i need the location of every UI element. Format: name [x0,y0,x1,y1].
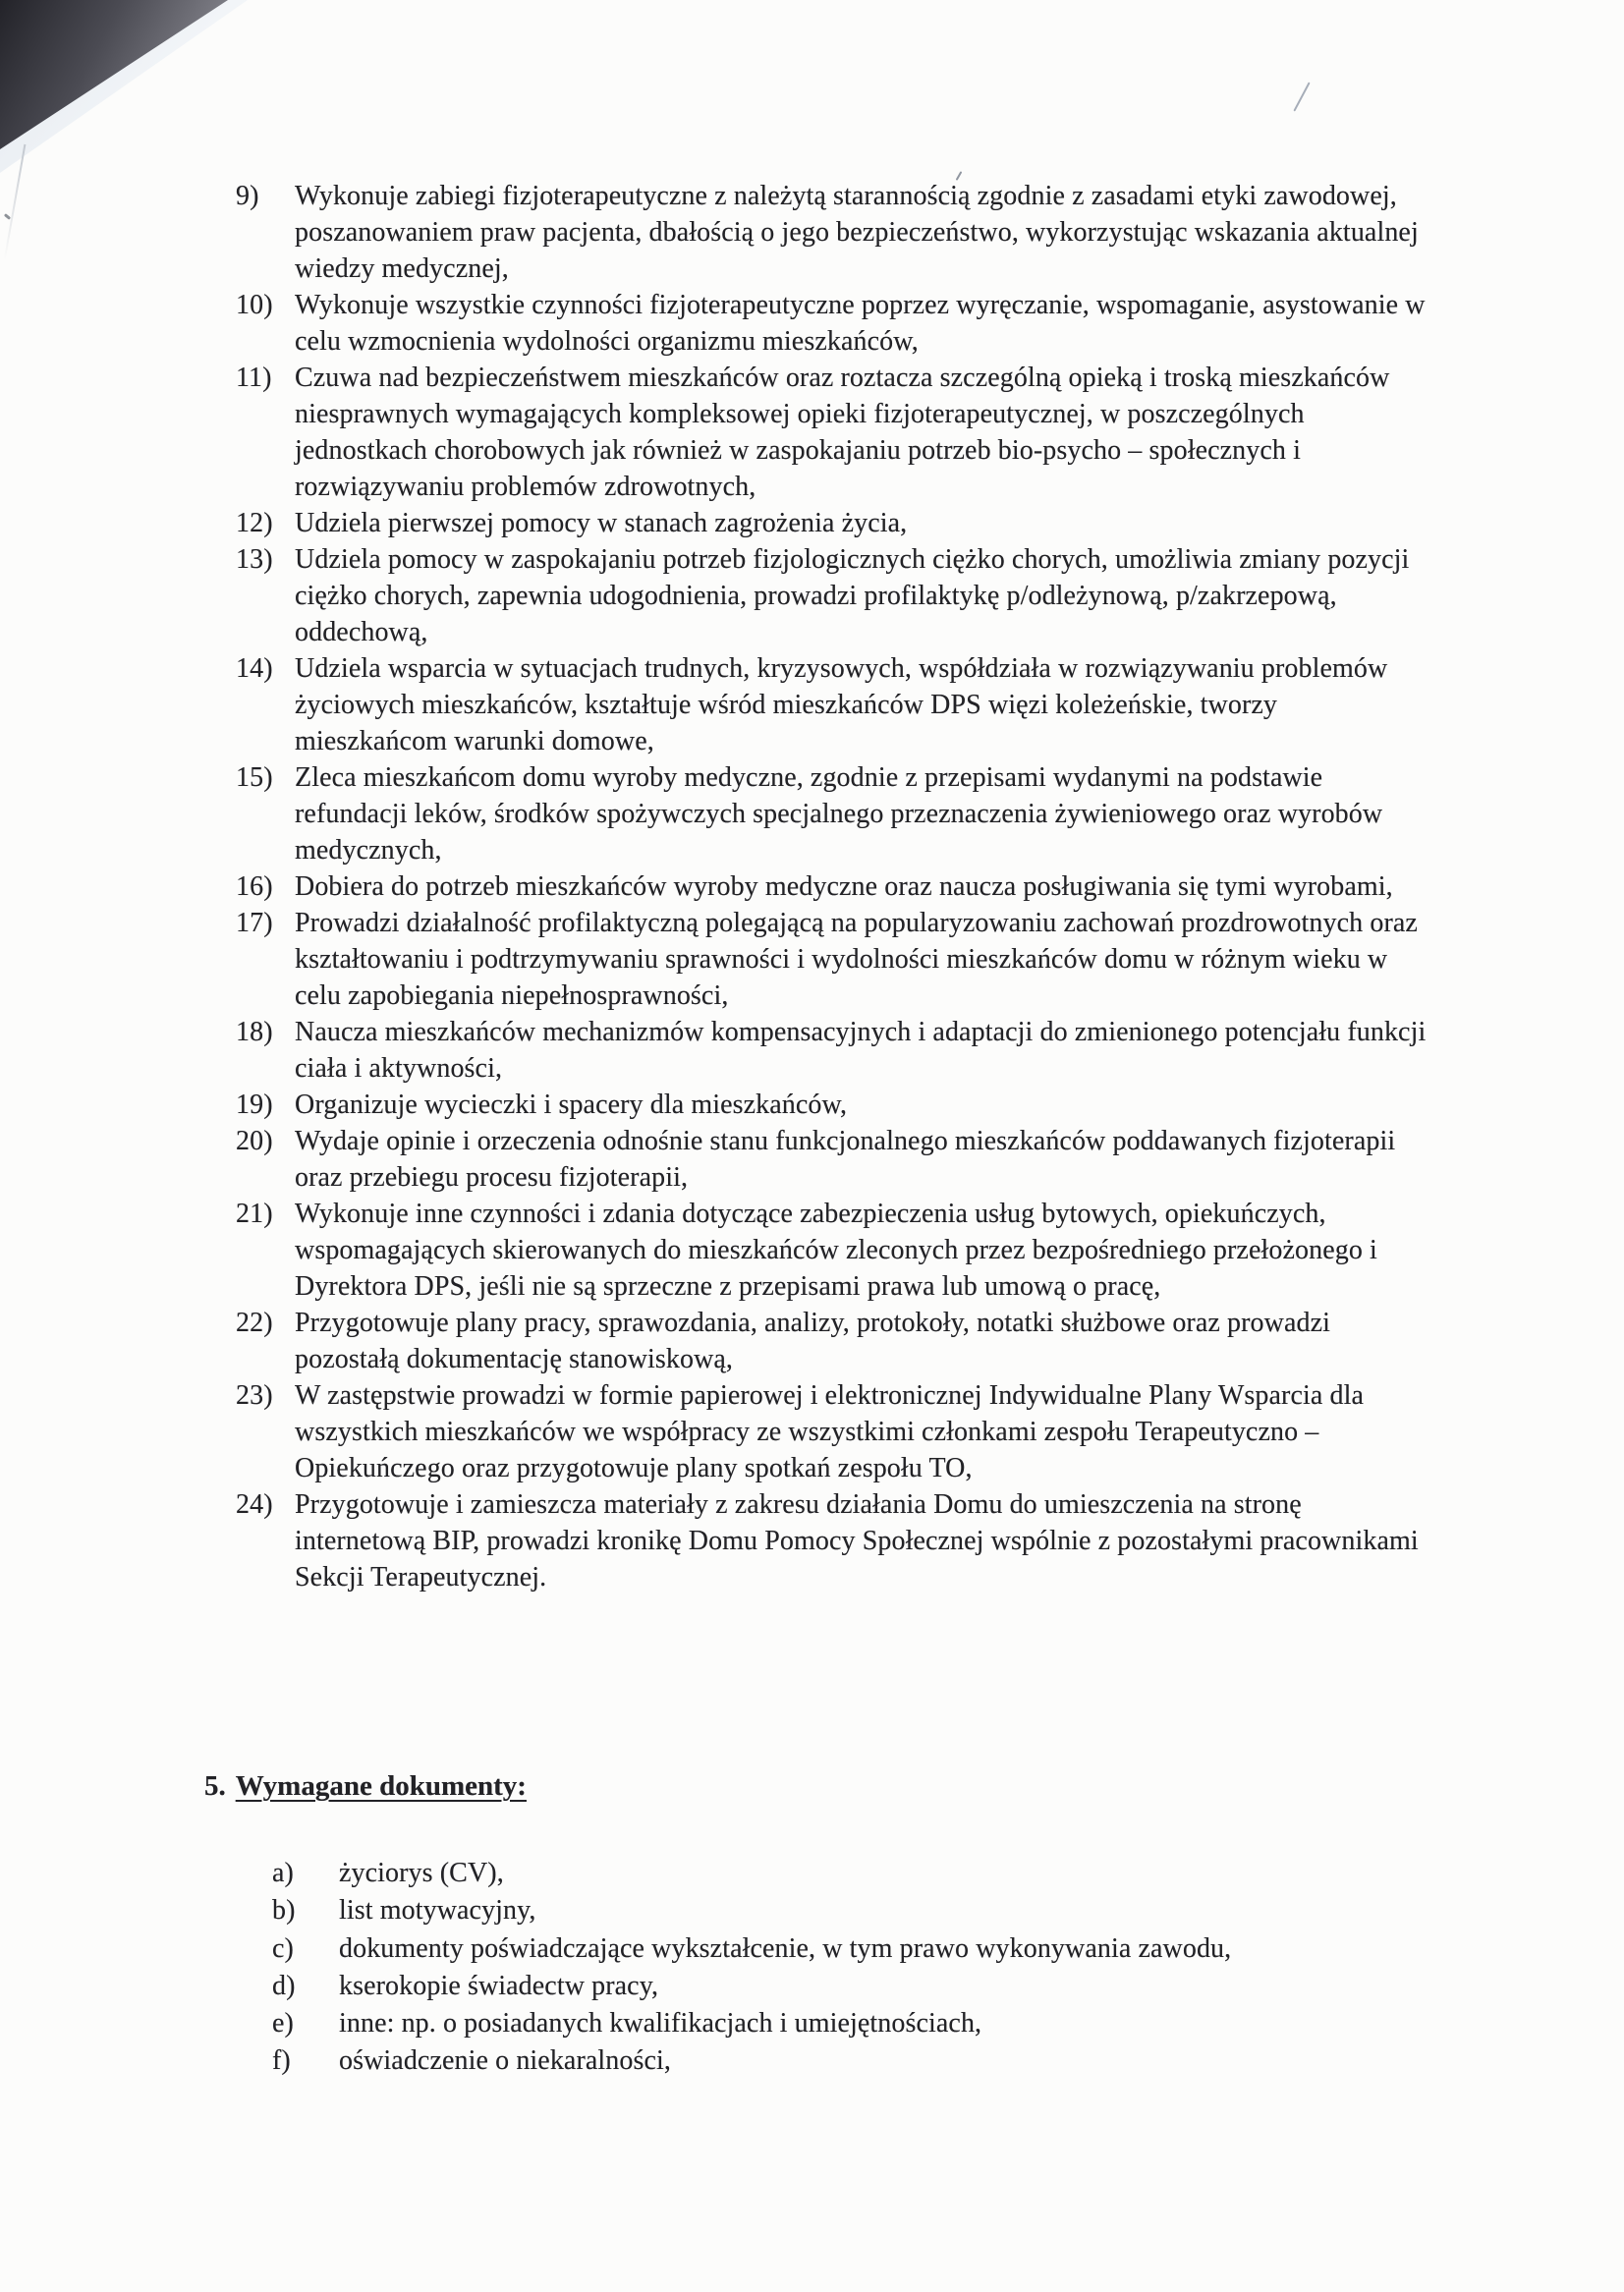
item-text: list motywacyjny, [339,1895,536,1927]
item-text: Organizuje wycieczki i spacery dla mieszkańców, [295,1090,848,1120]
item-number: 15) [236,762,273,793]
list-item [236,759,1429,868]
item-text: Wykonuje wszystkie czynności fizjoterapeutyczne poprzez wyręczanie, wspomaganie, asystowanie w celu wzmocnienia wydolności organizmu mieszkańców, [295,290,1426,357]
item-letter: f) [272,2045,291,2077]
item-number: 18) [236,1017,273,1047]
item-letter: b) [272,1895,296,1927]
list-item [236,287,1429,360]
list-item [272,1892,1451,1929]
item-text: Zleca mieszkańcom domu wyroby medyczne, zgodnie z przepisami wydanymi na podstawie refundacji leków, środków spożywczych specjalnego przeznaczenia żywieniowego oraz wyrobów medycznych, [295,762,1383,866]
item-number: 19) [236,1090,273,1120]
list-item [236,1377,1429,1486]
item-text: oświadczenie o niekaralności, [339,2045,671,2077]
item-text: życiorys (CV), [339,1858,504,1888]
list-item [272,1855,1451,1892]
item-number: 14) [236,653,273,684]
item-text: Wykonuje zabiegi fizjoterapeutyczne z należytą starannością zgodnie z zasadami etyki zawodowej, poszanowaniem praw pacjenta, dbałością o jego bezpieczeństwo, wykorzystując wskazania aktualnej wiedzy medycznej, [295,181,1419,284]
item-number: 16) [236,871,273,902]
list-item [236,1014,1429,1087]
item-text: inne: np. o posiadanych kwalifikacjach i umiejętnościach, [339,2008,982,2040]
section-heading [204,1767,527,1805]
item-letter: c) [272,1932,294,1964]
list-item [272,1968,1451,2005]
item-text: Przygotowuje plany pracy, sprawozdania, analizy, protokoły, notatki służbowe oraz prowadzi pozostałą dokumentację stanowiskową, [295,1308,1330,1374]
list-item [236,178,1429,287]
item-text: Udziela pomocy w zaspokajaniu potrzeb fizjologicznych ciężko chorych, umożliwia zmiany pozycji ciężko chorych, zapewnia udogodnienia, prowadzi profilaktykę p/odleżynową, p/zakrzepową, oddechową, [295,544,1410,647]
item-number: 23) [236,1380,273,1411]
item-number: 9) [236,181,259,211]
scan-speck [4,213,11,220]
item-text: Wydaje opinie i orzeczenia odnośnie stanu funkcjonalnego mieszkańców poddawanych fizjoterapii oraz przebiegu procesu fizjoterapii, [295,1126,1396,1193]
item-number: 11) [236,363,272,393]
list-item [236,505,1429,541]
item-text: kserokopie świadectw pracy, [339,1970,659,2001]
list-item [236,360,1429,505]
item-letter: e) [272,2008,294,2040]
item-text: Udziela pierwszej pomocy w stanach zagrożenia życia, [295,508,908,538]
item-letter: a) [272,1858,294,1888]
pen-mark-artifact [1293,82,1310,111]
list-item [236,1087,1429,1123]
section-title: Wymagane dokumenty: [235,1770,527,1802]
item-number: 21) [236,1199,273,1229]
list-item [236,905,1429,1014]
item-text: W zastępstwie prowadzi w formie papierowej i elektronicznej Indywidualne Plany Wsparcia dla wszystkich mieszkańców we współpracy ze wszystkimi członkami zespołu Terapeutyczno – Opiekuńczego oraz przygotowuje plany spotkań zespołu TO, [295,1380,1365,1483]
list-item [236,1123,1429,1196]
item-number: 13) [236,544,273,575]
item-text: Dobiera do potrzeb mieszkańców wyroby medyczne oraz naucza posługiwania się tymi wyrobami, [295,871,1393,902]
item-text: Udziela wsparcia w sytuacjach trudnych, kryzysowych, współdziała w rozwiązywaniu problemów życiowych mieszkańców, kształtuje wśród mieszkańców DPS więzi koleżeńskie, tworzy mieszkańcom warunki domowe, [295,653,1388,756]
list-item [236,1196,1429,1305]
list-item [236,868,1429,905]
item-number: 24) [236,1489,273,1520]
list-item [236,541,1429,650]
item-number: 17) [236,908,273,938]
item-number: 22) [236,1308,273,1338]
item-text: Naucza mieszkańców mechanizmów kompensacyjnych i adaptacji do zmienionego potencjału funkcji ciała i aktywności, [295,1017,1427,1084]
duties-numbered-list [236,178,1429,1595]
item-text: Wykonuje inne czynności i zdania dotyczące zabezpieczenia usług bytowych, opiekuńczych, wspomagających skierowanych do mieszkańców zleconych przez bezpośredniego przełożonego i Dyrektora DPS, jeśli nie są sprzeczne z przepisami prawa lub umową o pracę, [295,1199,1377,1302]
list-item [272,1930,1451,1968]
item-number: 20) [236,1126,273,1156]
item-text: Czuwa nad bezpieczeństwem mieszkańców oraz roztacza szczególną opieką i troską mieszkańców niesprawnych wymagających kompleksowej opieki fizjoterapeutycznej, w poszczególnych jednostkach chorobowych jak również w zaspokajaniu potrzeb bio-psycho – społecznych i rozwiązywaniu problemów zdrowotnych, [295,363,1390,502]
item-number: 12) [236,508,273,538]
item-letter: d) [272,1970,296,2001]
item-text: dokumenty poświadczające wykształcenie, w tym prawo wykonywania zawodu, [339,1932,1232,1964]
list-item [236,1486,1429,1595]
required-documents-list [272,1855,1451,2081]
item-text: Prowadzi działalność profilaktyczną polegającą na popularyzowaniu zachowań prozdrowotnych oraz kształtowaniu i podtrzymywaniu sprawności i wydolności mieszkańców domu w różnym wieku w celu zapobiegania niepełnosprawności, [295,908,1418,1011]
corner-fold-artifact [0,0,228,149]
list-item [236,650,1429,759]
list-item [272,2042,1451,2080]
list-item [236,1305,1429,1377]
item-text: Przygotowuje i zamieszcza materiały z zakresu działania Domu do umieszczenia na stronę internetową BIP, prowadzi kronikę Domu Pomocy Społecznej wspólnie z pozostałymi pracownikami Sekcji Terapeutycznej. [295,1489,1419,1593]
list-item [272,2005,1451,2042]
item-number: 10) [236,290,273,320]
section-number: 5. [204,1770,226,1802]
